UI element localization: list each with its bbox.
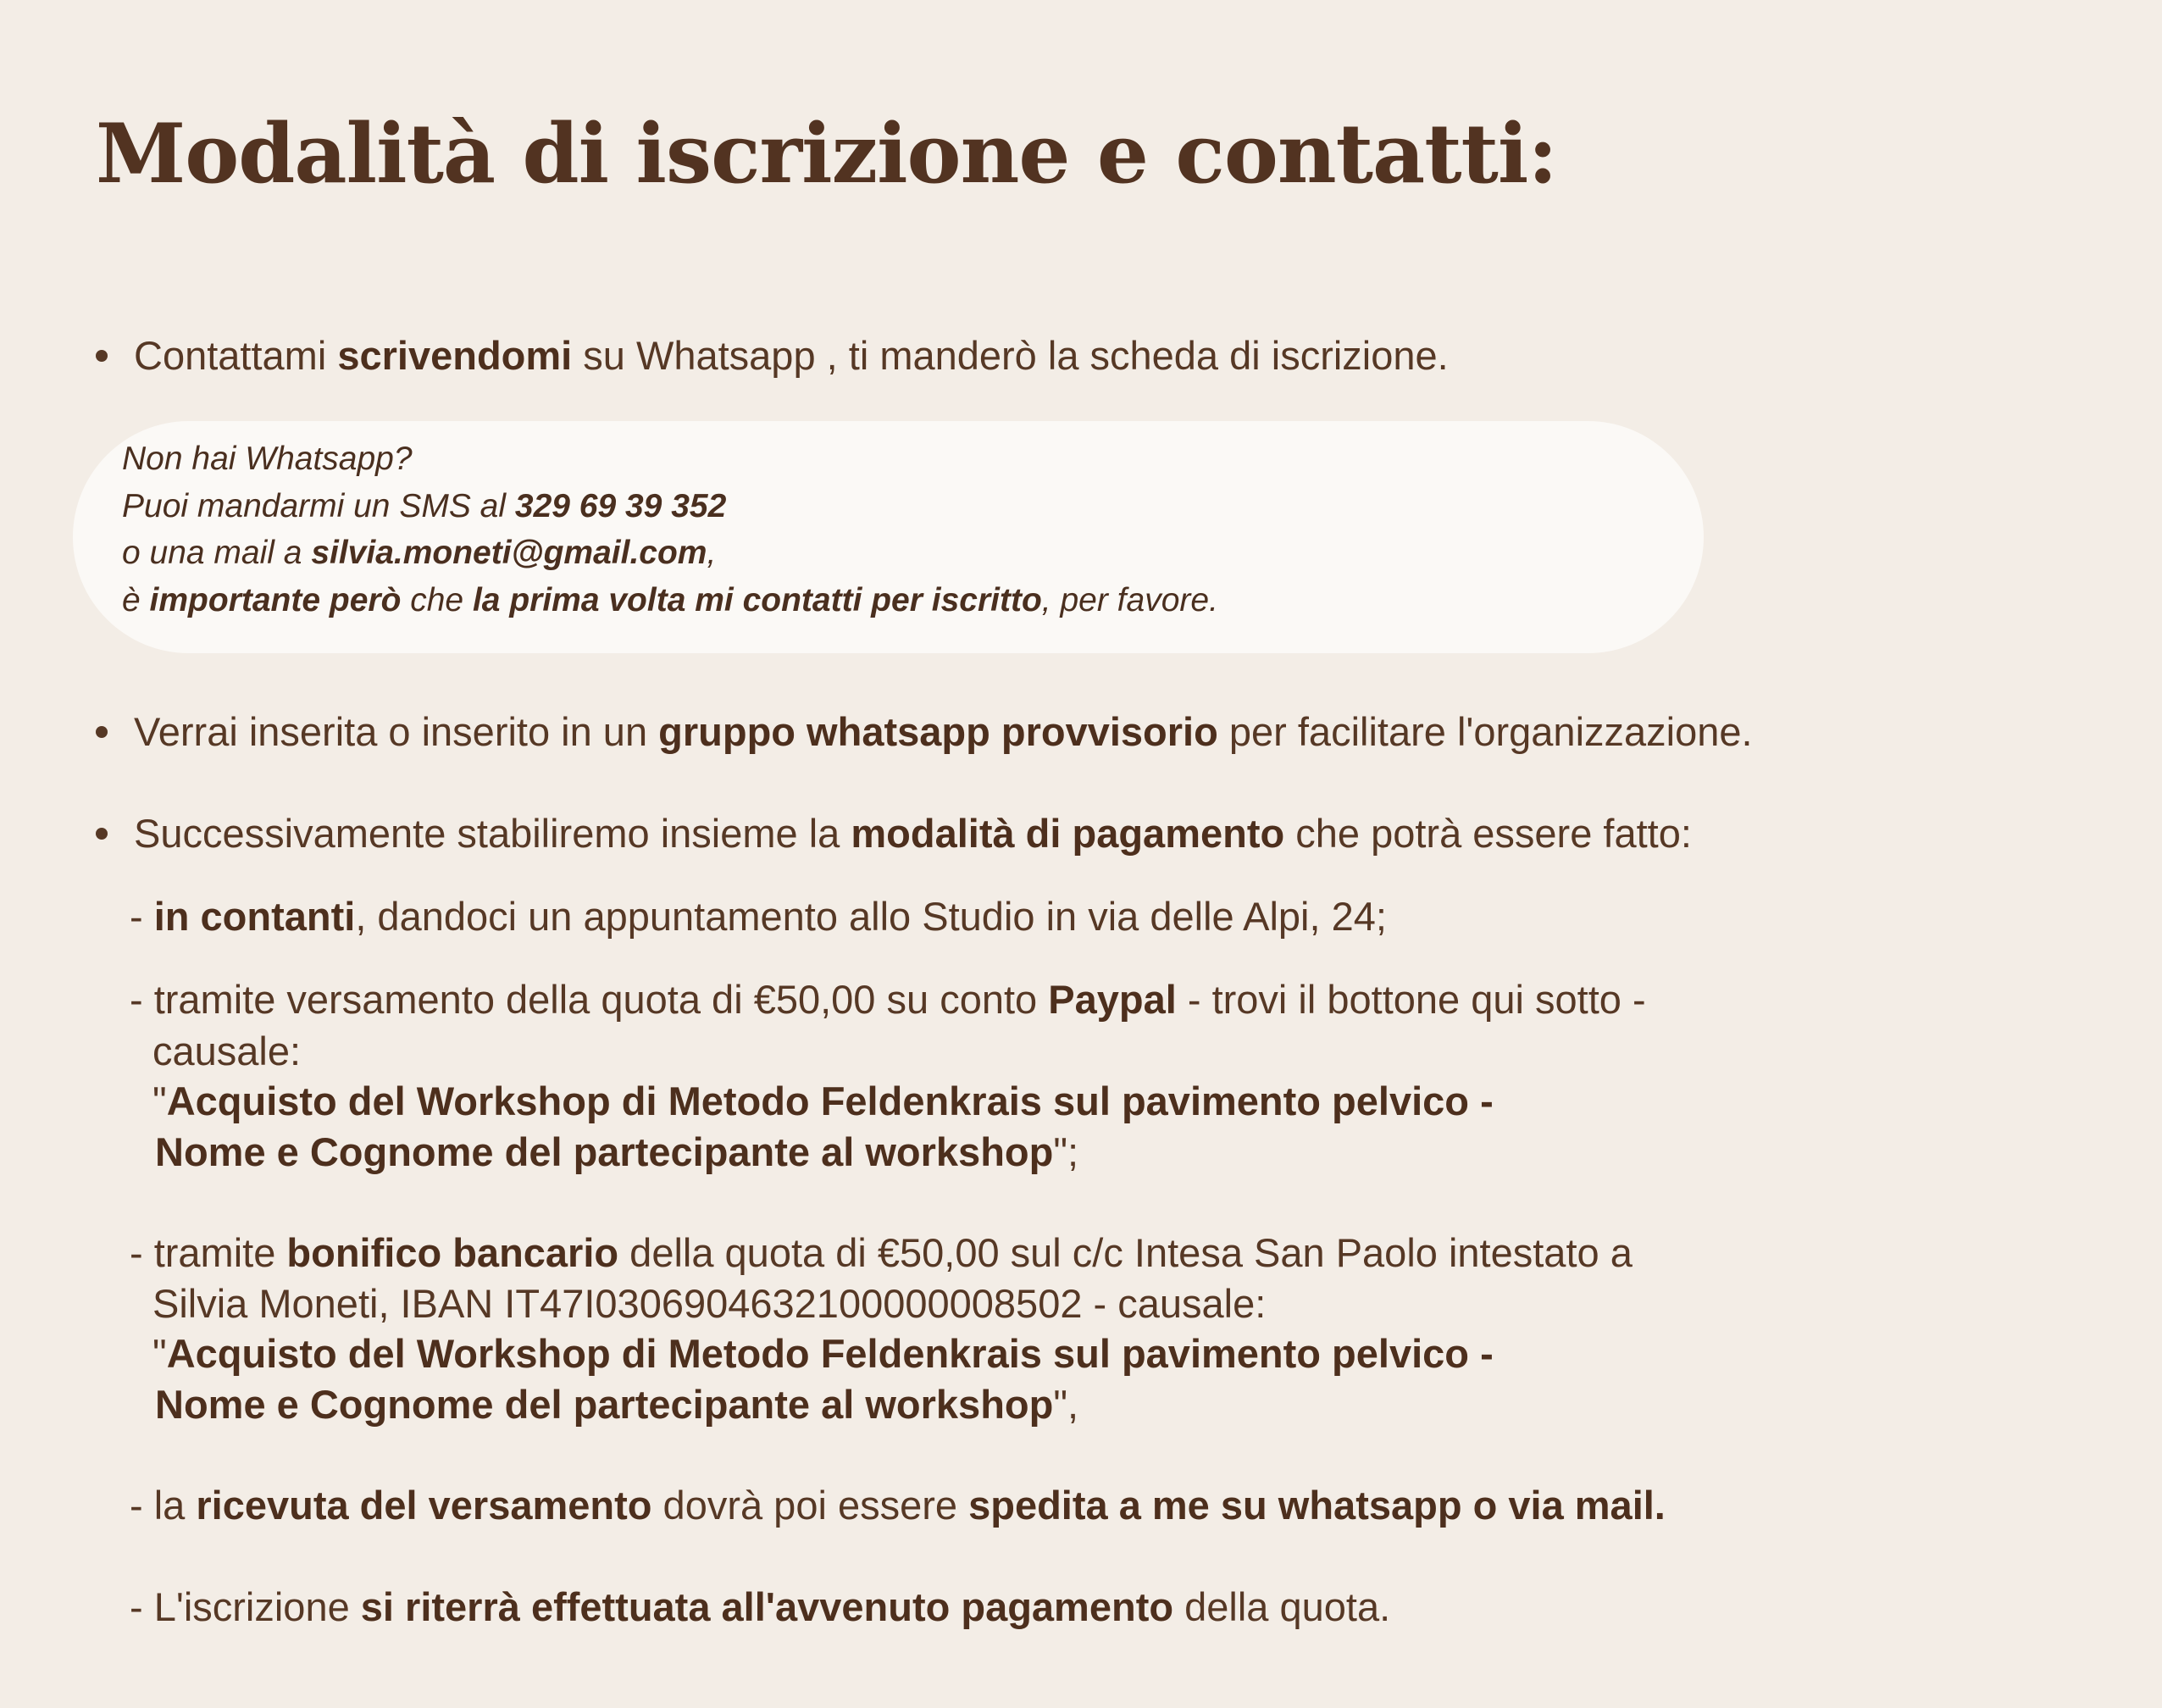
payment-cash xyxy=(130,891,1387,942)
bold-text: ricevuta del versamento xyxy=(196,1483,652,1528)
text: " xyxy=(152,1079,167,1123)
payment-paypal-line-1 xyxy=(130,974,1646,1025)
text: Puoi mandarmi un SMS al xyxy=(122,488,515,524)
text: "; xyxy=(1053,1129,1079,1174)
payment-bank-line-3 xyxy=(152,1328,1494,1379)
text: è xyxy=(122,582,150,618)
text: ", xyxy=(1053,1382,1079,1427)
text: - xyxy=(130,894,154,939)
bold-text: in contanti xyxy=(153,894,356,939)
text: che xyxy=(401,582,473,618)
phone-number: 329 69 39 352 xyxy=(514,488,727,524)
bold-text: si riterrà effettuata all'avvenuto pagamento xyxy=(360,1584,1174,1629)
page-title: Modalità di iscrizione e contatti: xyxy=(96,106,1557,202)
payment-bank-line-1 xyxy=(130,1228,1633,1278)
text: causale: xyxy=(152,1029,302,1073)
text: Successivamente stabiliremo insieme la xyxy=(134,811,851,856)
bold-text: Acquisto del Workshop di Metodo Feldenkrais sul pavimento pelvico - xyxy=(166,1079,1494,1123)
bold-text: scrivendomi xyxy=(337,333,573,378)
bullet-dot xyxy=(96,828,108,840)
registration-confirmation xyxy=(130,1582,1390,1633)
payment-bank-line-4 xyxy=(155,1379,1078,1430)
bullet-payment xyxy=(134,808,1692,859)
text: - tramite versamento della quota di €50,00 su conto xyxy=(130,977,1049,1022)
bold-text: Paypal xyxy=(1048,977,1177,1022)
text: che potrà essere fatto: xyxy=(1284,811,1692,856)
bold-text: Nome e Cognome del partecipante al workshop xyxy=(155,1382,1054,1427)
bold-text: la prima volta mi contatti per iscritto xyxy=(472,582,1042,618)
text: Verrai inserita o inserito in un xyxy=(134,709,659,754)
bold-text: bonifico bancario xyxy=(286,1230,619,1275)
bold-text: spedita a me su whatsapp o via mail. xyxy=(968,1483,1666,1528)
payment-paypal-line-4 xyxy=(155,1127,1078,1178)
text: - tramite xyxy=(130,1230,287,1275)
note-line-4 xyxy=(122,579,1218,623)
bullet-dot xyxy=(96,726,108,738)
receipt-instruction xyxy=(130,1480,1666,1531)
bullet-contact xyxy=(134,330,1449,381)
email-address: silvia.moneti@gmail.com xyxy=(311,535,707,571)
text: - trovi il bottone qui sotto - xyxy=(1176,977,1646,1022)
bold-text: modalità di pagamento xyxy=(851,811,1285,856)
bullet-group xyxy=(134,707,1753,757)
text: Contattami xyxy=(134,333,338,378)
text: , xyxy=(707,535,717,571)
text: della quota di €50,00 sul c/c Intesa San Paolo intestato a xyxy=(618,1230,1633,1275)
note-line-1 xyxy=(122,437,413,481)
text: , per favore. xyxy=(1041,582,1218,618)
bold-text: Acquisto del Workshop di Metodo Feldenkrais sul pavimento pelvico - xyxy=(166,1331,1494,1376)
text: , dandoci un appuntamento allo Studio in via delle Alpi, 24; xyxy=(355,894,1387,939)
bold-text: importante però xyxy=(149,582,402,618)
bold-text: Nome e Cognome del partecipante al workshop xyxy=(155,1129,1054,1174)
payment-paypal-line-2 xyxy=(152,1026,301,1077)
text: Silvia Moneti, IBAN IT47I0306904632100000008502 - causale: xyxy=(152,1281,1267,1326)
text: per facilitare l'organizzazione. xyxy=(1217,709,1753,754)
text: della quota. xyxy=(1173,1584,1391,1629)
note-line-2 xyxy=(122,485,726,529)
payment-bank-line-2 xyxy=(152,1278,1266,1329)
text: - L'iscrizione xyxy=(130,1584,361,1629)
text: - la xyxy=(130,1483,197,1528)
bold-text: gruppo whatsapp provvisorio xyxy=(658,709,1218,754)
text: o una mail a xyxy=(122,535,312,571)
text: dovrà poi essere xyxy=(651,1483,969,1528)
note-line-3 xyxy=(122,531,716,575)
text: " xyxy=(152,1331,167,1376)
bullet-dot xyxy=(96,350,108,362)
payment-paypal-line-3 xyxy=(152,1076,1494,1127)
text: Non hai Whatsapp? xyxy=(122,441,413,477)
text: su Whatsapp , ti manderò la scheda di iscrizione. xyxy=(572,333,1449,378)
